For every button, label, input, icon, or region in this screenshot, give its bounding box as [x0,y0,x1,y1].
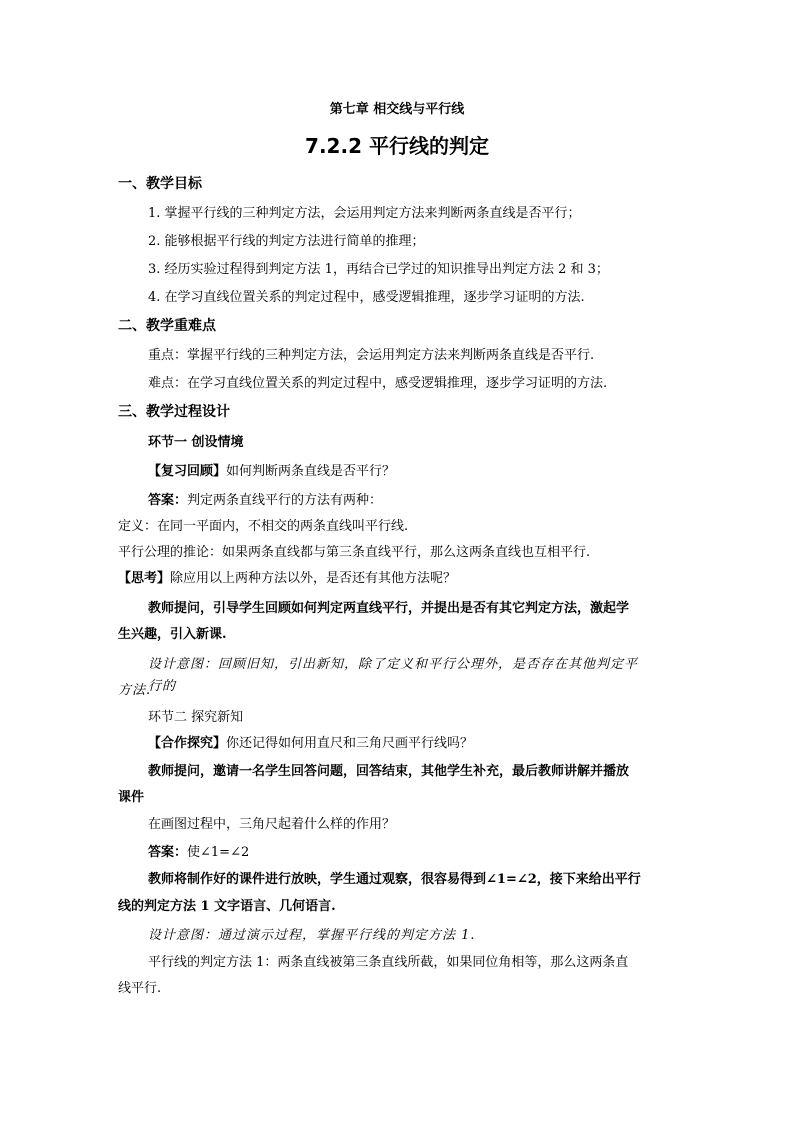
section-heading-process: 三、教学过程设计 [118,404,230,420]
coop-label: 【合作探究】 [148,736,227,751]
document-page: 第七章 相交线与平行线 7.2.2 平行线的判定 一、教学目标 1. 掌握平行线的三种判定方法，会运用判定方法来判断两条直线是否平行； 2. 能够根据平行线的判定方法进行简单的推理； 3. 经历实验过程得到判定方法 1，再结合已学过的知识推导出判定方法 2 和 3； 4. 在学习直线位置关系的判定过程中，感受逻辑推理，逐步学习证明的方法. 二、教学重难点 重点：掌握平行线的三种判定方法，会运用判定方法来判断两条直线是否平行. 难点：在学习直线位置关系的判定过程中，感受逻辑推理，逐步学习证明的方法. 三、教学过程设计 环节一 创设情境 【复习回顾】如何判断两条直线是否平行？ 答案：判定两条直线平行的方法有两种： 定义：在同一平面内，不相交的两条直线叫平行线. 平行公理的推论：如果两条直线都与第三条直线平行，那么这两条直线也互相平行. 【思考】除应用以上两种方法以外，是否还有其他方法呢？ 教师提问，引导学生回顾如何判定两直线平行，并提出是否有其它判定方法，激起学 生兴趣，引入新课. 设计意图：回顾旧知，引出新知，除了定义和平行公理外，是否存在其他判定平行的 方法. 环节二 探究新知 【合作探究】你还记得如何用直尺和三角尺画平行线吗？ 教师提问，邀请一名学生回答问题，回答结束，其他学生补充，最后教师讲解并播放 课件 在画图过程中，三角尺起着什么样的作用？ 答案：使∠1=∠2 教师将制作好的课件进行放映，学生通过观察，很容易得到∠1=∠2，接下来给出平行 线的判定方法 1 文字语言、几何语言. 设计意图：通过演示过程，掌握平行线的判定方法 1. 平行线的判定方法 1：两条直线被第三条直线所截，如果同位角相等，那么这两条直 线平行. [0,0,794,1123]
answer-label-2: 答案： [148,845,188,860]
chapter-title: 第七章 相交线与平行线 [329,102,465,117]
answer-text-2: 使∠1=∠2 [187,845,250,860]
step1-heading: 环节一 创设情境 [148,435,244,450]
review-label: 【复习回顾】 [148,464,227,479]
section-heading-objectives: 一、教学目标 [118,176,202,192]
think-text: 除应用以上两种方法以外，是否还有其他方法呢？ [170,571,457,586]
answer-label: 答案： [148,493,188,508]
page-title: 7.2.2 平行线的判定 [305,134,489,158]
review-text: 如何判断两条直线是否平行？ [226,464,396,479]
section-heading-key-points: 二、教学重难点 [118,318,216,334]
think-label: 【思考】 [118,571,171,586]
answer-text: 判定两条直线平行的方法有两种： [187,493,383,508]
coop-text: 你还记得如何用直尺和三角尺画平行线吗？ [226,736,474,751]
